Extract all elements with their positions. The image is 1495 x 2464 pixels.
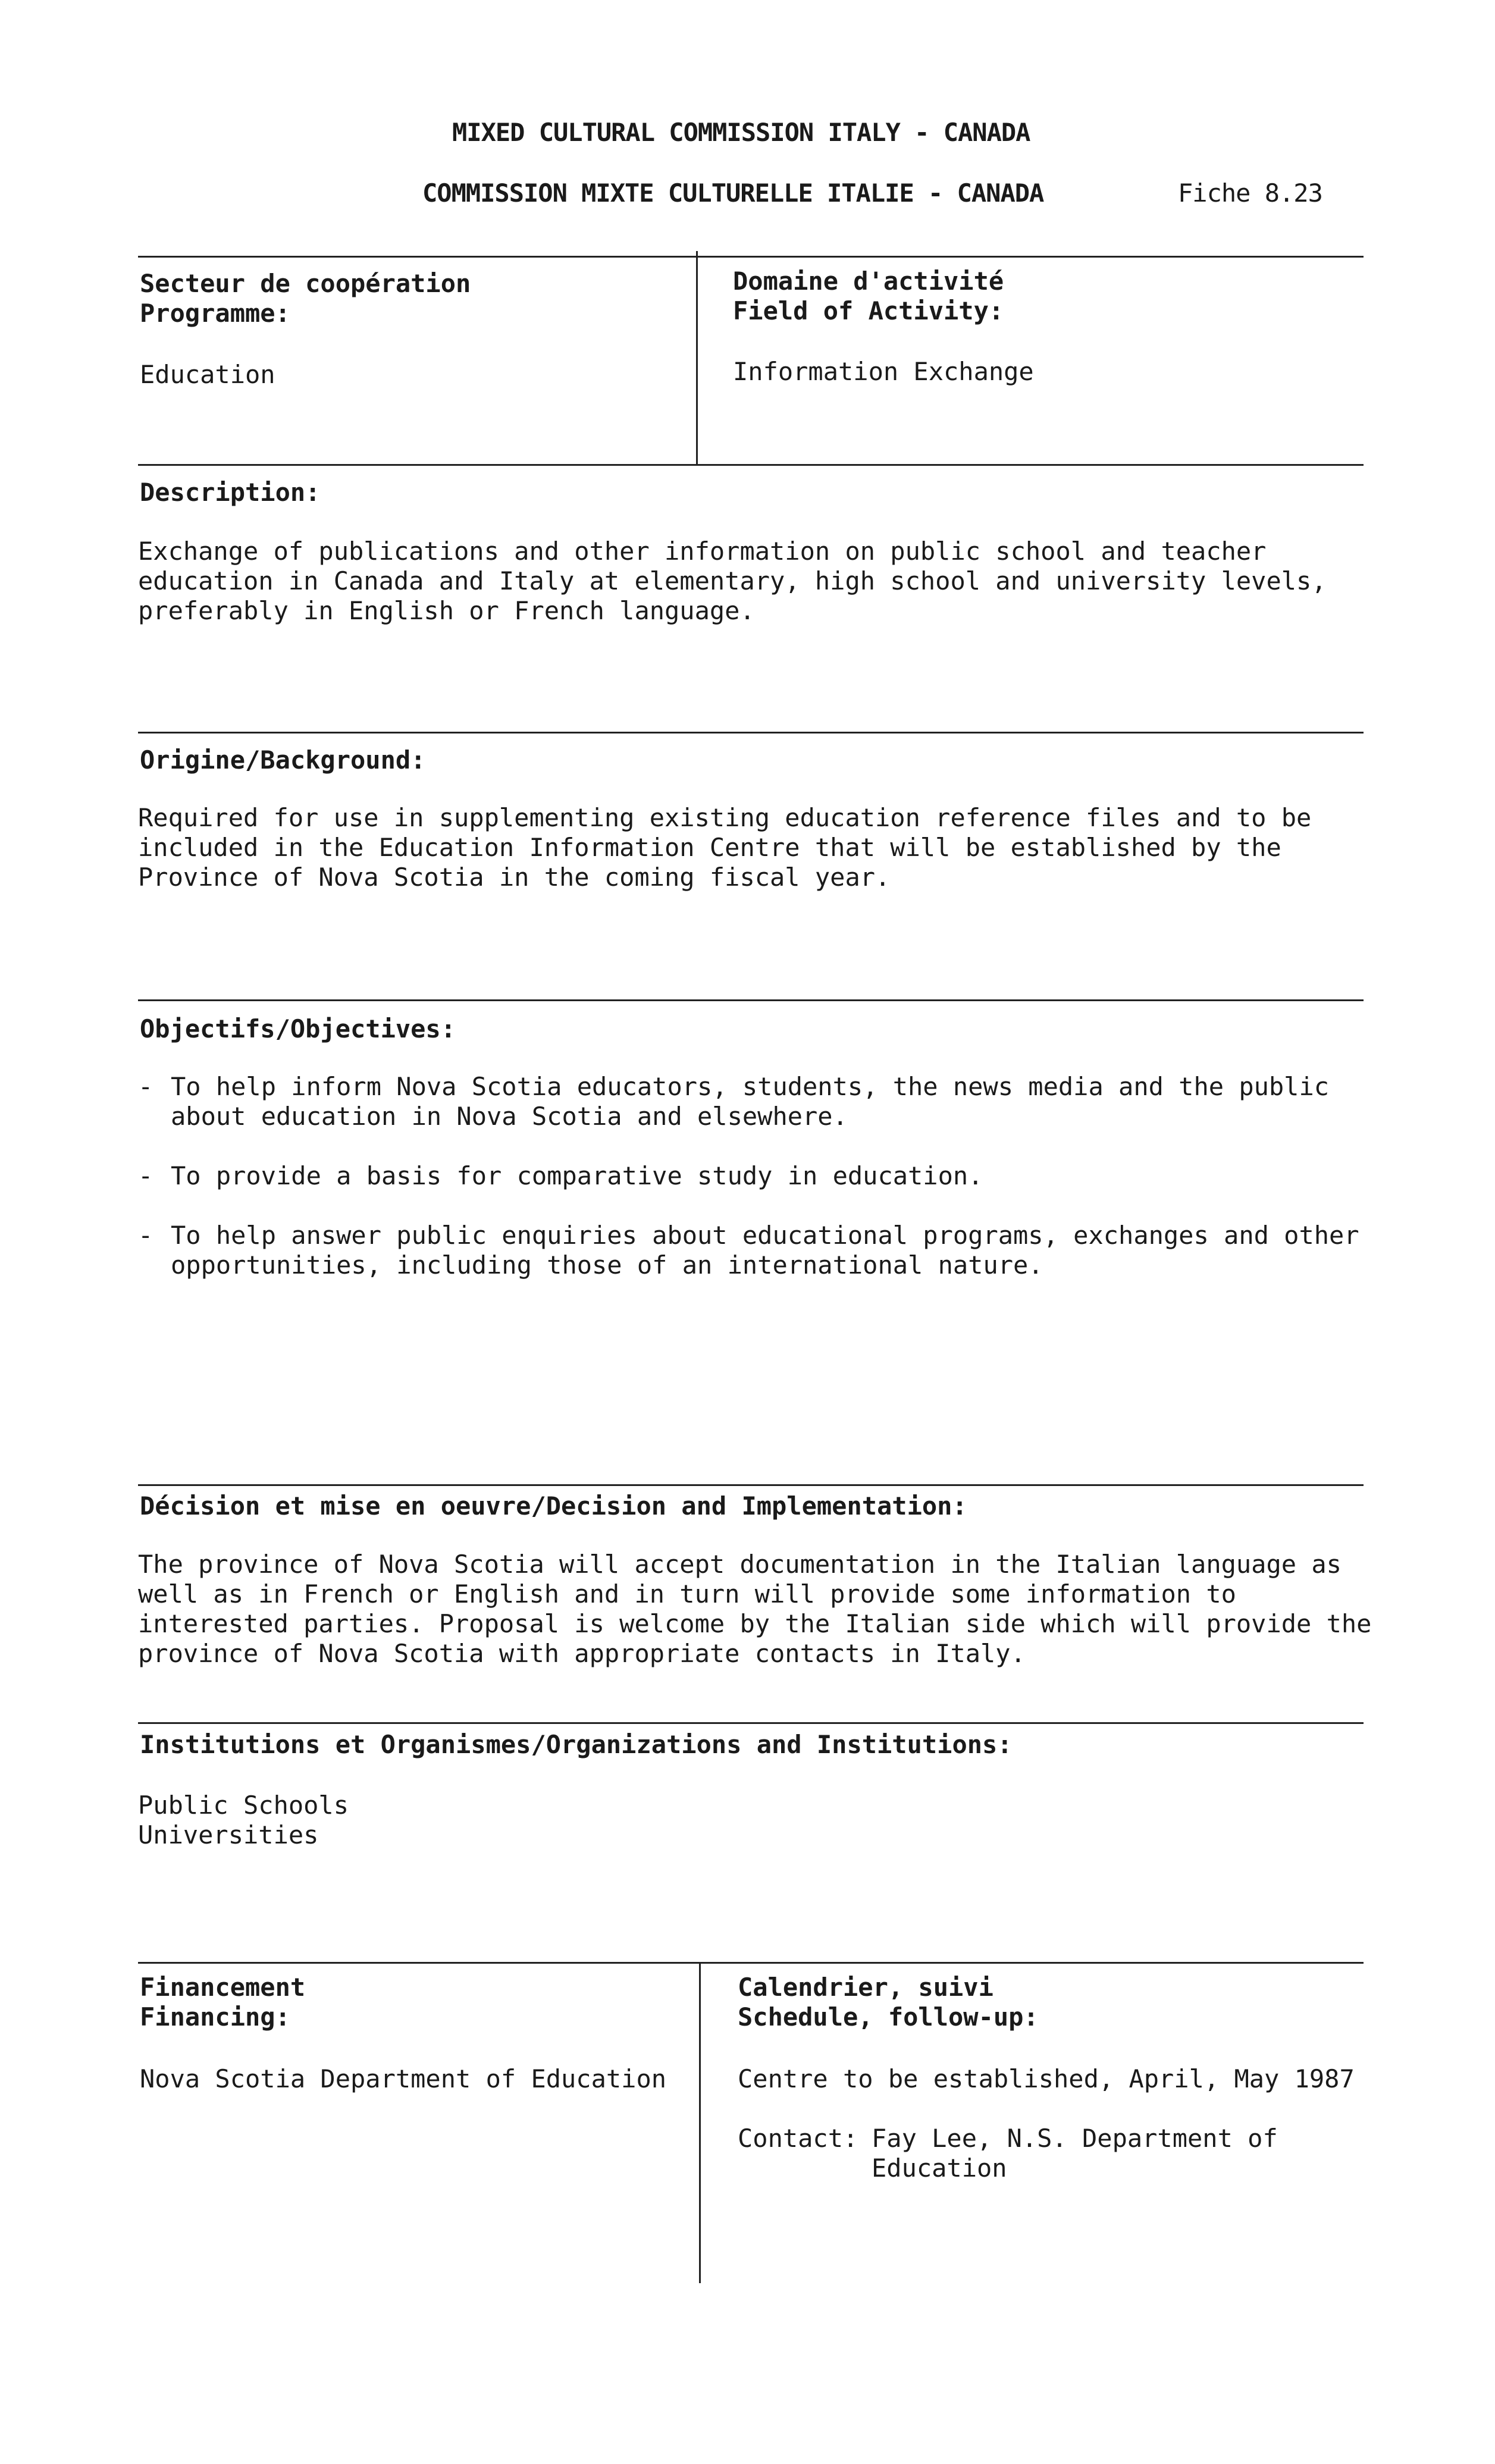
schedule-value: Centre to be established, April, May 1987: [738, 2064, 1355, 2093]
contact-label: Contact:: [738, 2124, 858, 2153]
schedule-label: Calendrier, suivi Schedule, follow-up:: [738, 1973, 1039, 2032]
domain-label: Domaine d'activité Field of Activity:: [733, 267, 1004, 325]
list-item: - To help answer public enquiries about educational programs, exchanges and other opportunities, including those of an international nature.: [138, 1221, 1359, 1280]
vertical-divider-top: [696, 251, 698, 465]
domain-value: Information Exchange: [733, 357, 1034, 386]
vertical-divider-bottom: [699, 1962, 701, 2283]
list-item: - To help inform Nova Scotia educators, students, the news media and the public about education in Nova Scotia and elsewhere.: [138, 1072, 1330, 1131]
objective-text: To help inform Nova Scotia educators, students, the news media and the public about education in Nova Scotia and elsewhere.: [171, 1072, 1330, 1131]
institutions-label: Institutions et Organismes/Organizations and Institutions:: [140, 1730, 1013, 1759]
decision-text: The province of Nova Scotia will accept documentation in the Italian language as well as in French or English and in turn will provide some information to interested parties. Proposal is welcome by the Italian side which will provide the province of Nova Scotia with appropriate contacts in Italy.: [138, 1550, 1372, 1668]
financing-value: Nova Scotia Department of Education: [140, 2064, 667, 2093]
background-text: Required for use in supplementing existing education reference files and to be included in the Education Information Centre that will be established by the Province of Nova Scotia in the coming fiscal year.: [138, 803, 1312, 892]
divider-top: [138, 256, 1364, 258]
background-label: Origine/Background:: [140, 745, 426, 775]
divider-description: [138, 464, 1364, 466]
list-item: - To provide a basis for comparative study in education.: [138, 1161, 983, 1190]
divider-background: [138, 732, 1364, 733]
description-text: Exchange of publications and other information on public school and teacher education in Canada and Italy at elementary, high school and university levels, preferably in English or French language.: [138, 537, 1327, 625]
divider-objectives: [138, 999, 1364, 1001]
divider-institutions: [138, 1722, 1364, 1724]
objective-text: To help answer public enquiries about educational programs, exchanges and other opportunities, including those of an international nature.: [171, 1221, 1359, 1280]
institutions-text: Public Schools Universities: [138, 1791, 349, 1849]
objectives-list: [138, 1072, 1375, 1310]
financing-label: Financement Financing:: [140, 1973, 306, 2032]
contact-value: Fay Lee, N.S. Department of Education: [872, 2124, 1278, 2183]
divider-decision: [138, 1484, 1364, 1486]
document-title-fr: COMMISSION MIXTE CULTURELLE ITALIE - CANADA: [422, 178, 1044, 208]
decision-label: Décision et mise en oeuvre/Decision and Implementation:: [140, 1491, 967, 1521]
divider-bottom: [138, 1962, 1364, 1964]
objective-text: To provide a basis for comparative study in education.: [171, 1161, 983, 1190]
document-title-en: MIXED CULTURAL COMMISSION ITALY - CANADA: [452, 118, 1030, 147]
sector-label: Secteur de coopération Programme:: [140, 269, 471, 328]
objectives-label: Objectifs/Objectives:: [140, 1014, 456, 1043]
fiche-number: Fiche 8.23: [1178, 178, 1322, 208]
description-label: Description:: [140, 478, 321, 507]
sector-value: Education: [140, 360, 275, 389]
